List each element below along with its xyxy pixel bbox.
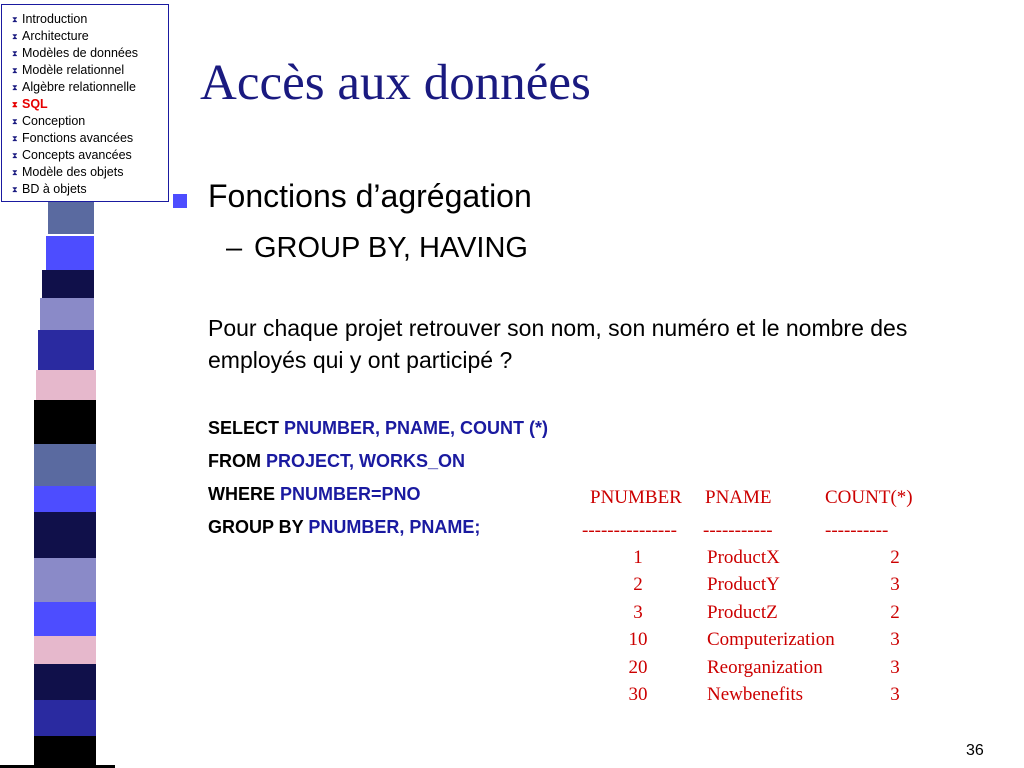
hourglass-icon: ⧗ <box>12 100 18 109</box>
nav-item-label: Architecture <box>22 29 89 43</box>
nav-item-label: BD à objets <box>22 182 87 196</box>
nav-item-label: Fonctions avancées <box>22 131 134 145</box>
nav-item-label: Modèles de données <box>22 46 139 60</box>
hourglass-icon: ⧗ <box>12 83 18 92</box>
result-cell-pnumber: 20 <box>628 656 648 678</box>
bullet-main: Fonctions d’agrégation <box>208 178 532 214</box>
nav-item[interactable] <box>12 147 168 164</box>
sub-bullet-dash: – <box>226 232 243 264</box>
bullet-sub: GROUP BY, HAVING <box>254 232 528 264</box>
result-header-count: COUNT(*) <box>825 487 913 508</box>
result-cell-count: 3 <box>890 574 900 596</box>
nav-item-label: Modèle des objets <box>22 165 124 179</box>
result-cell-pnumber: 10 <box>628 629 648 651</box>
nav-item[interactable] <box>12 45 168 62</box>
bullet-square-icon <box>173 194 187 208</box>
nav-item-label: Concepts avancées <box>22 148 132 162</box>
hourglass-icon: ⧗ <box>12 151 18 160</box>
result-cell-pnumber: 1 <box>633 547 643 568</box>
result-separator: ----------- <box>703 520 773 541</box>
sql-keyword: GROUP BY <box>208 517 304 537</box>
nav-item[interactable] <box>12 181 168 198</box>
sql-keyword: SELECT <box>208 418 280 438</box>
result-cell-pname: ProductX <box>707 547 780 568</box>
result-separator: ---------- <box>825 520 889 541</box>
nav-item[interactable] <box>12 113 168 130</box>
nav-item-label: Modèle relationnel <box>22 63 125 77</box>
hourglass-icon: ⧗ <box>12 66 18 75</box>
sql-from-line <box>208 451 465 472</box>
nav-item[interactable] <box>12 79 168 96</box>
sql-args: PROJECT, WORKS_ON <box>266 451 466 471</box>
sql-where-line <box>208 484 421 505</box>
hourglass-icon: ⧗ <box>12 134 18 143</box>
question-text: Pour chaque projet retrouver son nom, son numéro et le nombre des employés qui y ont participé ? <box>208 315 908 373</box>
result-cell-count: 2 <box>890 547 900 568</box>
result-cell-pname: Computerization <box>707 629 835 651</box>
result-cell-count: 3 <box>890 656 900 678</box>
result-cell-count: 3 <box>890 684 900 705</box>
result-cell-pnumber: 3 <box>633 601 643 623</box>
result-cell-pname: ProductZ <box>707 601 778 623</box>
nav-item[interactable] <box>12 96 168 113</box>
result-cell-pname: Reorganization <box>707 656 823 678</box>
hourglass-icon: ⧗ <box>12 15 18 24</box>
hourglass-icon: ⧗ <box>12 117 18 126</box>
result-cell-count: 2 <box>890 601 900 623</box>
navigation-menu <box>1 4 169 202</box>
nav-item[interactable] <box>12 130 168 147</box>
result-cell-pnumber: 30 <box>628 684 648 705</box>
sql-keyword: FROM <box>208 451 261 471</box>
sql-args: PNUMBER, PNAME; <box>308 517 481 537</box>
nav-item-label: Algèbre relationnelle <box>22 80 136 94</box>
nav-item-label: SQL <box>22 97 48 111</box>
sql-args: PNUMBER, PNAME, COUNT (*) <box>284 418 549 438</box>
result-header-pnumber: PNUMBER <box>590 487 682 508</box>
result-cell-pnumber: 2 <box>633 574 643 596</box>
sql-groupby-line <box>208 517 480 538</box>
result-cell-pname: ProductY <box>707 574 780 596</box>
nav-item[interactable] <box>12 11 168 28</box>
result-cell-count: 3 <box>890 629 900 651</box>
sql-keyword: WHERE <box>208 484 275 504</box>
result-separator: --------------- <box>582 520 677 541</box>
nav-item[interactable] <box>12 28 168 45</box>
nav-item[interactable] <box>12 164 168 181</box>
nav-item[interactable] <box>12 62 168 79</box>
slide-title: Accès aux données <box>200 55 591 111</box>
page-number: 36 <box>966 742 984 759</box>
result-cell-pname: Newbenefits <box>707 684 804 705</box>
nav-item-label: Introduction <box>22 12 88 26</box>
hourglass-icon: ⧗ <box>12 185 18 194</box>
hourglass-icon: ⧗ <box>12 168 18 177</box>
hourglass-icon: ⧗ <box>12 32 18 41</box>
result-header-pname: PNAME <box>705 487 772 508</box>
sql-args: PNUMBER=PNO <box>280 484 421 504</box>
nav-item-label: Conception <box>22 114 86 128</box>
hourglass-icon: ⧗ <box>12 49 18 58</box>
sql-select-line <box>208 418 548 439</box>
